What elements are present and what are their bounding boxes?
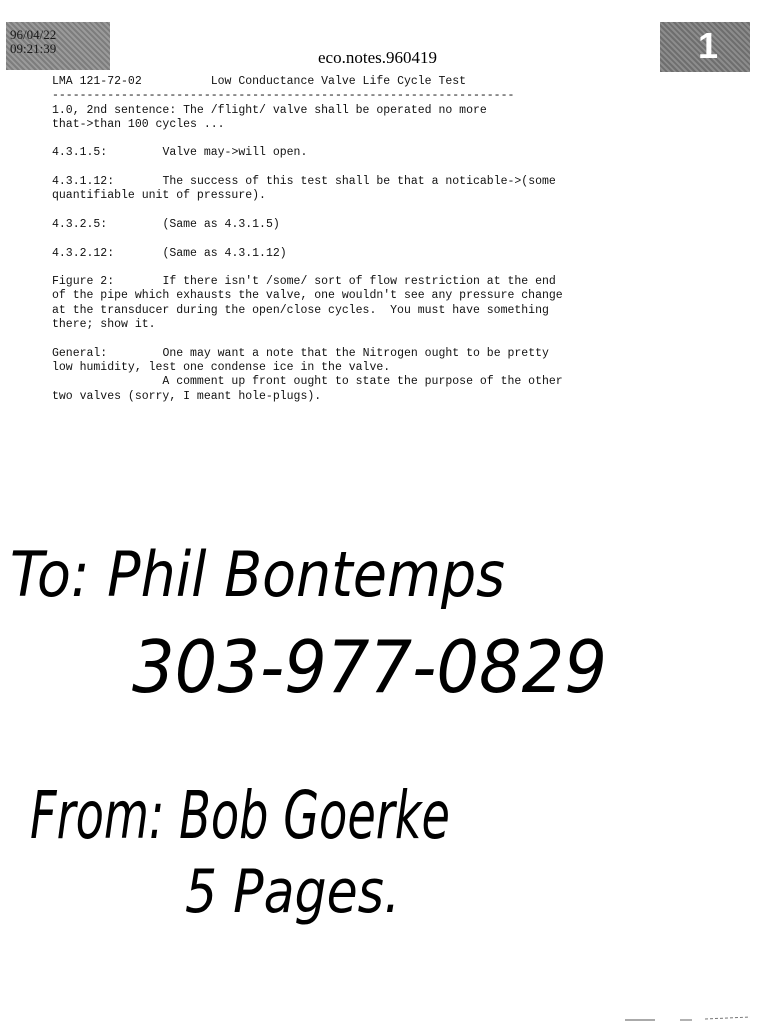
comment-ref: 4.3.2.5: [52,217,108,231]
doc-rule: ------------------------------------------------------------------- [52,89,515,103]
page-number: 1 [698,25,719,66]
comment-continuation: low humidity, lest one condense ice in the valve. A comment up front ought to state the purpose of the other two valves (sorry, I meant hole-plugs). [52,360,563,403]
comment-continuation: of the pipe which exhausts the valve, one wouldn't see any pressure change at the transducer during the open/close cycles. You must have something there; show it. [52,289,563,332]
comment-text: that->than 100 cycles ... [52,117,225,131]
doc-title: Low Conductance Valve Life Cycle Test [210,75,467,88]
comment-ref: 4.3.2.12: [52,246,115,260]
scan-noise [620,1014,760,1022]
handwritten-phone: 303-977-0829 [132,625,607,709]
comment-text: The success of this test shall be that a noticable->(some [162,175,556,189]
handwritten-pages: 5 Pages. [185,857,400,927]
comment-ref: 1.0, 2nd sentence: The /flight/ valve shall be operated no more [52,103,487,117]
handwritten-to-line: To: Phil Bontemps [10,538,505,611]
stamp-date: 96/04/22 [10,27,57,42]
handwritten-from-line: From: Bob Goerke [30,777,450,854]
comment-text: (Same as 4.3.1.5) [162,217,280,231]
document-filename: eco.notes.960419 [318,48,437,67]
comment-ref: 4.3.1.5: [52,146,108,160]
comment-text: Valve may->will open. [162,146,308,160]
comment-continuation: quantifiable unit of pressure). [52,189,266,203]
comment-ref: Figure 2: [52,275,115,289]
doc-id: LMA 121-72-02 [52,75,142,88]
comment-text: If there isn't /some/ sort of flow restriction at the end [162,275,556,289]
comment-ref: 4.3.1.12: [52,175,115,189]
stamp-time: 09:21:39 [10,41,57,56]
comment-text: (Same as 4.3.1.12) [162,246,287,260]
comment-text: One may want a note that the Nitrogen ought to be pretty [162,346,549,360]
comment-ref: General: [52,346,108,360]
